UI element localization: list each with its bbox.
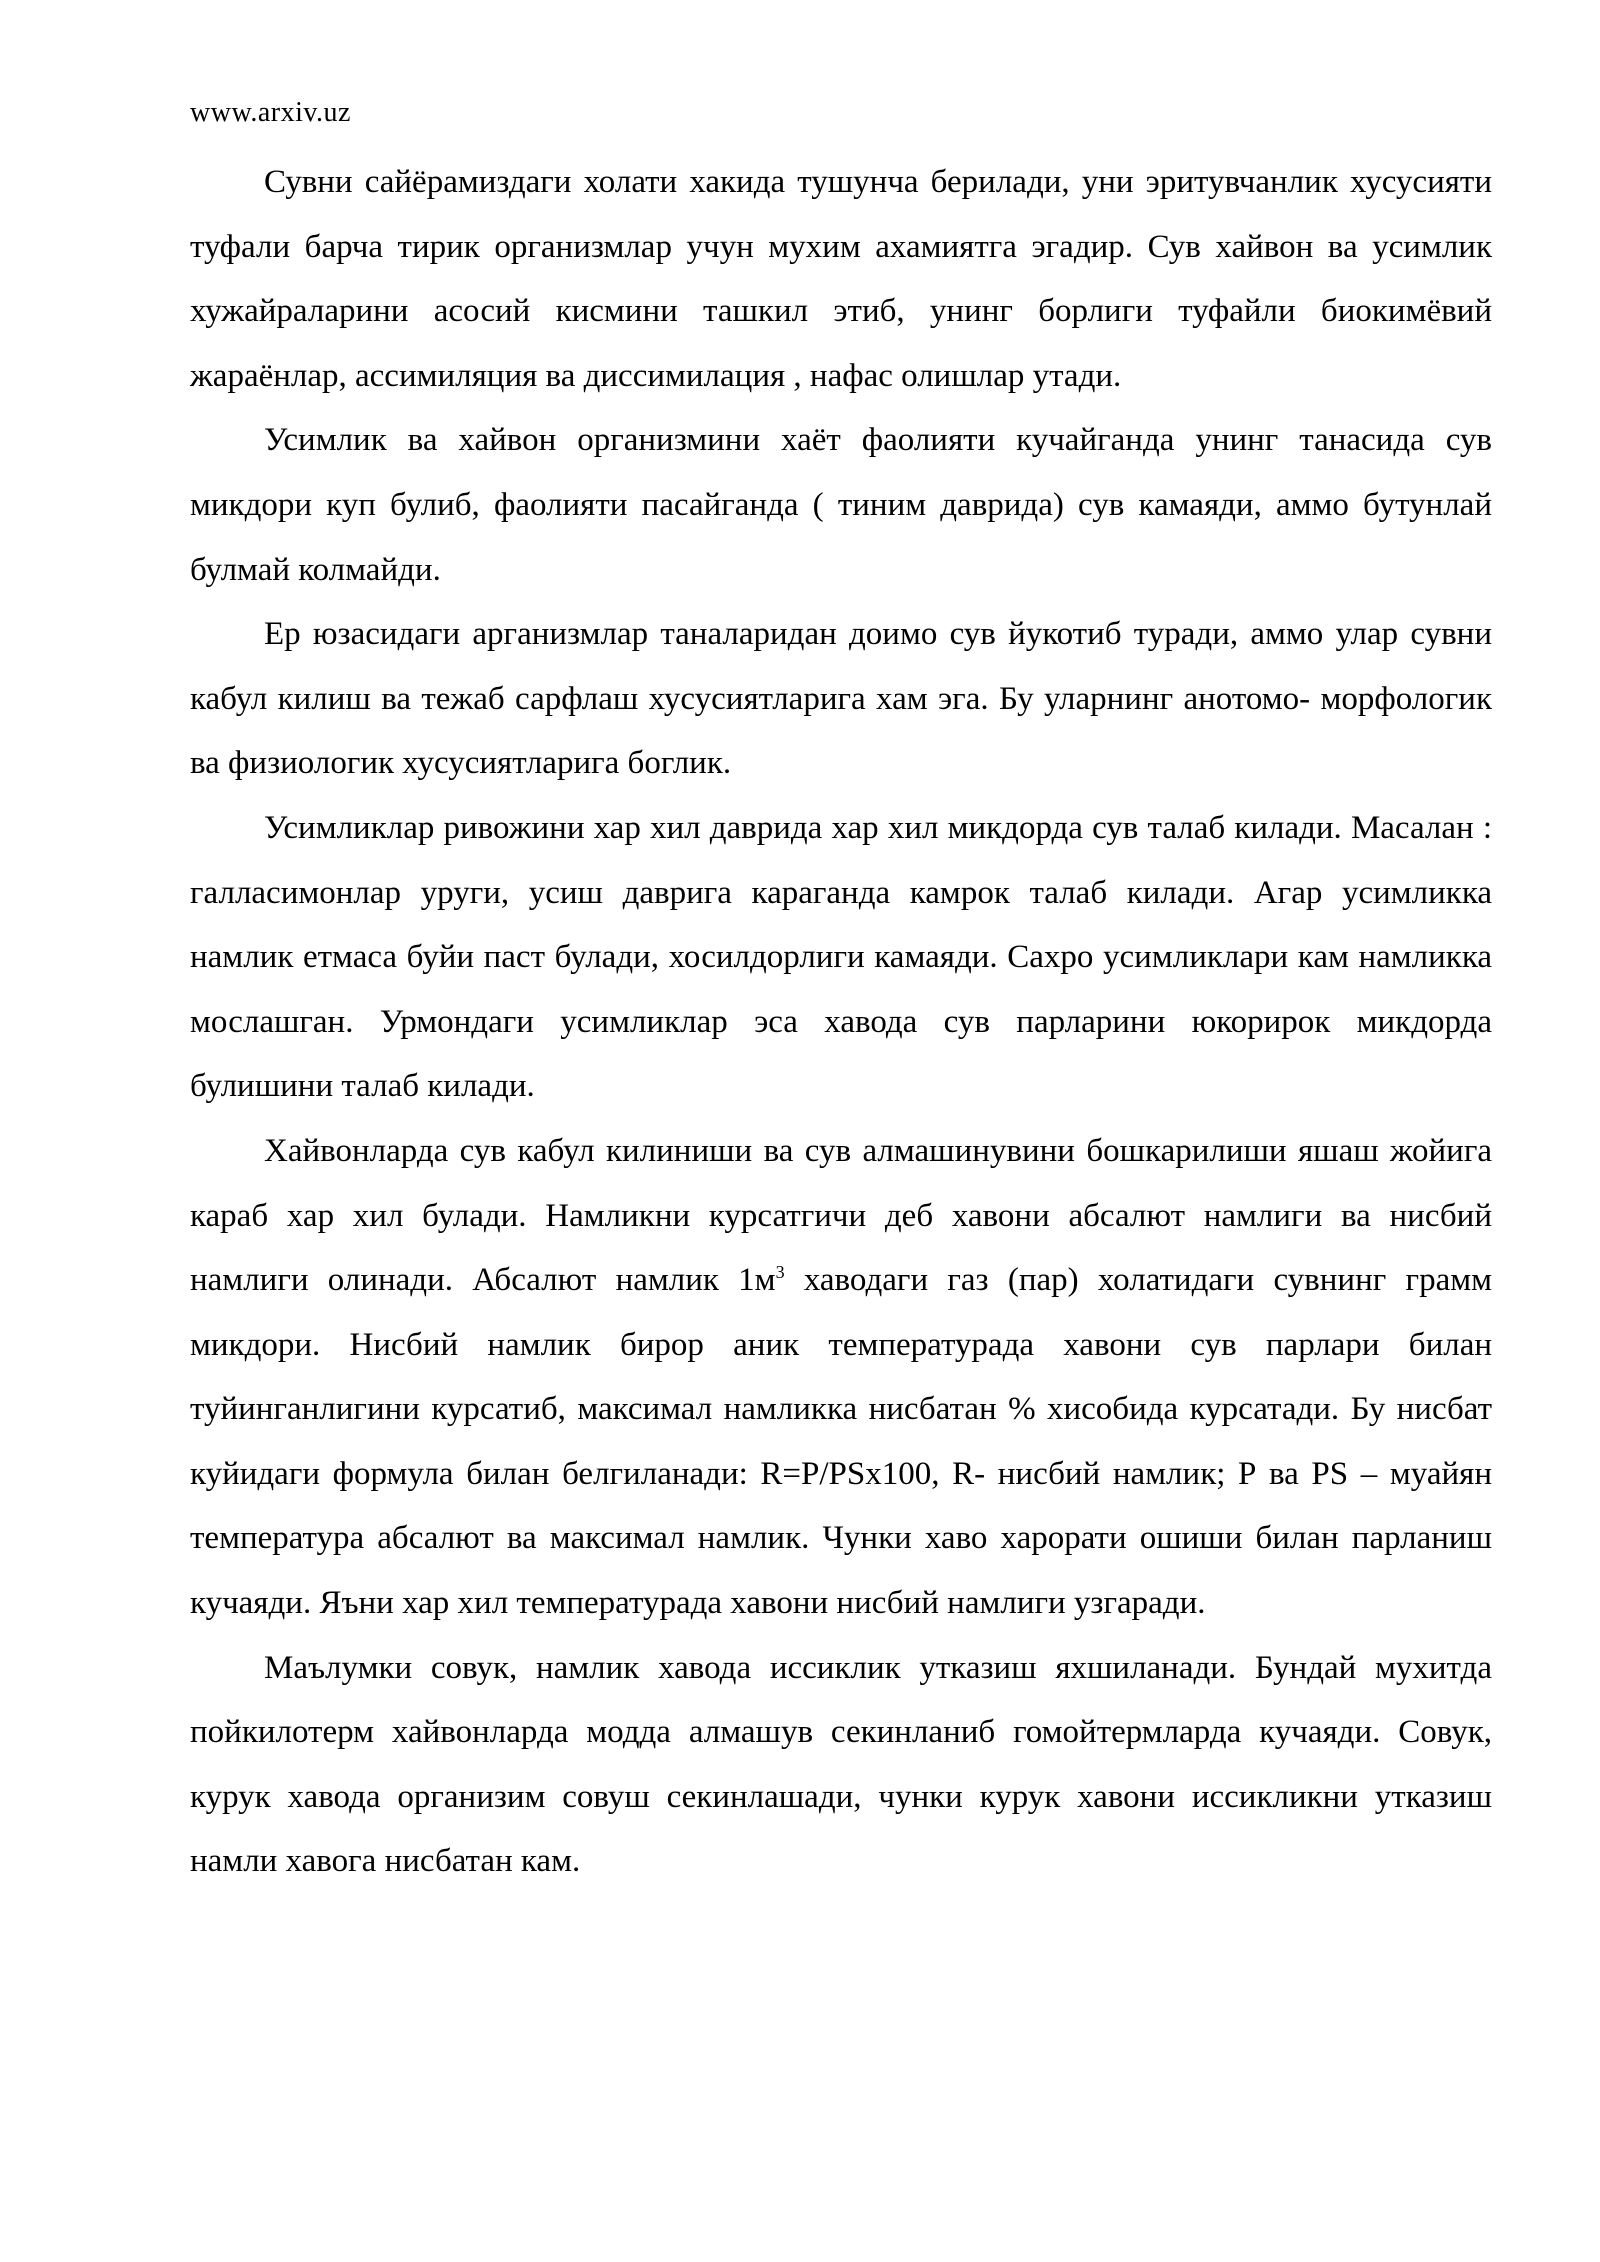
paragraph-humidity [190, 1119, 1492, 1636]
humidity-text-part-2: хаводаги газ (пар) холатидаги сувнинг грамм микдори. Нисбий намлик бирор аник температурада хавони сув парлари билан туйинганлигини курсатиб, максимал намликка нисбатан % хисобида курсатади. Бу нисбат куйидаги формула билан белгиланади: R=P/PSх100, R- нисбий намлик; Р ва PS – муайян температура абсалют ва максимал намлик. Чунки хаво харорати ошиши билан парланиш кучаяди. Яъни хар хил температурада хавони нисбий намлиги узгаради. [190, 1262, 1492, 1622]
cubic-superscript: 3 [775, 1262, 785, 1283]
paragraph-water-loss: Ер юзасидаги арганизмлар таналаридан доимо сув йукотиб туради, аммо улар сувни кабул килиш ва тежаб сарфлаш хусусиятларига хам эга. Бу уларнинг анотомо- морфологик ва физиологик хусусиятларига боглик. [190, 616, 1492, 782]
paragraph-heat-conductivity: Маълумки совук, намлик хавода иссиклик утказиш яхшиланади. Бундай мухитда пойкилотерм хайвонларда модда алмашув секинланиб гомойтермларда кучаяди. Совук, курук хавода организим совуш секинлашади, чунки курук хавони иссикликни утказиш намли хавога нисбатан кам. [190, 1649, 1492, 1880]
document-body [190, 150, 1492, 1894]
humidity-text-part-1: Хайвонларда сув кабул килиниши ва сув алмашинувини бошкарилиши яшаш жойига караб хар хил булади. Намликни курсатгичи деб хавони абсалют намлиги ва нисбий намлиги олинади. Абсалют намлик 1м [190, 1132, 1492, 1299]
paragraph-water-overview: Сувни сайёрамиздаги холати хакида тушунча берилади, уни эритувчанлик хусусияти туфали барча тирик организмлар учун мухим ахамиятга эгадир. Сув хайвон ва усимлик хужайраларини асосий кисмини ташкил этиб, унинг борлиги туфайли биокимёвий жараёнлар, ассимиляция ва диссимилация , нафас олишлар утади. [190, 164, 1492, 394]
paragraph-organism-activity: Усимлик ва хайвон организмини хаёт фаолияти кучайганда унинг танасида сув микдори куп булиб, фаолияти пасайганда ( тиним даврида) сув камаяди, аммо бутунлай булмай колмайди. [190, 422, 1492, 588]
paragraph-plant-development: Усимликлар ривожини хар хил даврида хар хил микдорда сув талаб килади. Масалан : галласимонлар уруги, усиш даврига караганда камрок талаб килади. Агар усимликка намлик етмаса буйи паст булади, хосилдорлиги камаяди. Сахро усимликлари кам намликка мослашган. Урмондаги усимликлар эса хавода сув парларини юкорирок микдорда булишини талаб килади. [190, 809, 1492, 1105]
site-url: www.arxiv.uz [190, 97, 351, 128]
